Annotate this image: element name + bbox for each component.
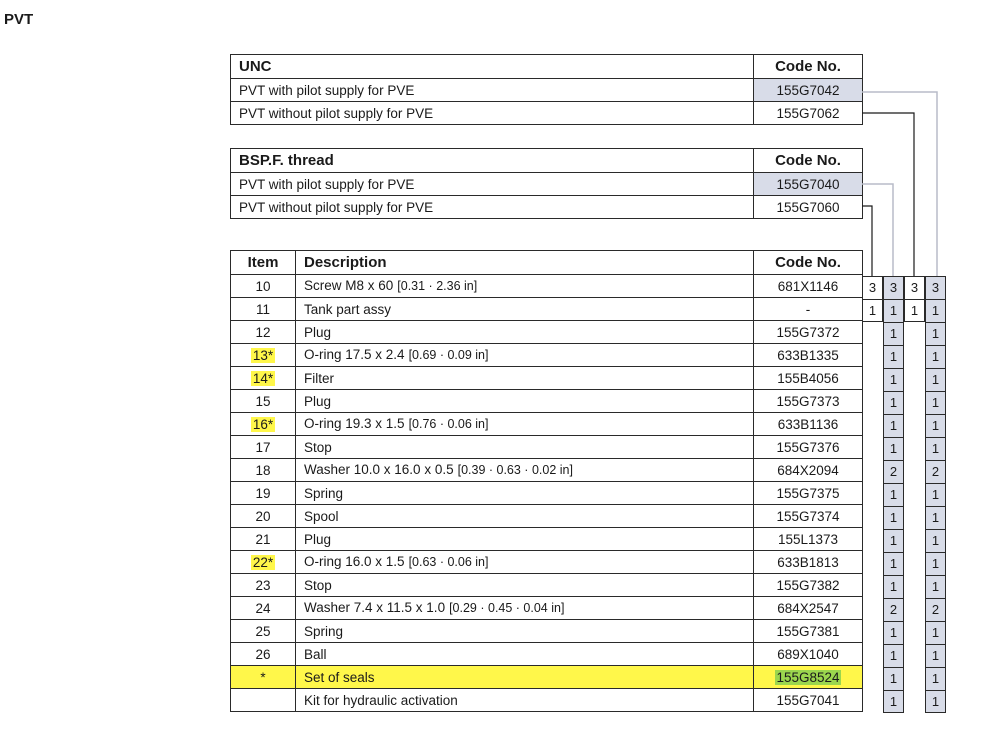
quantity-cell: 1 <box>883 322 904 345</box>
item-number: 23 <box>231 574 296 597</box>
quantity-cell: 3 <box>904 276 925 299</box>
item-code: 684X2094 <box>754 459 863 482</box>
item-description <box>296 597 754 620</box>
item-number: 11 <box>231 298 296 321</box>
item-number: 12 <box>231 321 296 344</box>
item-code: 684X2547 <box>754 597 863 620</box>
quantity-cell: 1 <box>883 552 904 575</box>
item-description <box>296 459 754 482</box>
parts-table <box>230 250 863 712</box>
quantity-cell: 3 <box>862 276 883 299</box>
item-number <box>231 413 296 436</box>
parts-header-row <box>231 251 863 275</box>
item-description <box>296 298 754 321</box>
description-text: Plug <box>304 393 332 409</box>
description-text: Ball <box>304 646 327 662</box>
item-description <box>296 482 754 505</box>
quantity-cell: 1 <box>883 506 904 529</box>
parts-row <box>231 551 863 574</box>
item-description <box>296 367 754 390</box>
item-code: 155G7381 <box>754 620 863 643</box>
description-text: Screw M8 x 60 <box>304 278 394 293</box>
description-text: Plug <box>304 531 332 547</box>
bsp-header-row <box>231 149 863 173</box>
parts-row <box>231 321 863 344</box>
item-number: 17 <box>231 436 296 459</box>
bsp-row-code: 155G7040 <box>754 173 863 196</box>
unc-row-desc: PVT with pilot supply for PVE <box>231 79 754 102</box>
description-text: O-ring 19.3 x 1.5 <box>304 416 405 431</box>
quantity-cell: 1 <box>925 299 946 322</box>
item-number: 10 <box>231 275 296 298</box>
leader-unc-without-pilot <box>862 113 914 276</box>
item-description <box>296 643 754 666</box>
item-number: 19 <box>231 482 296 505</box>
quantity-cell: 1 <box>883 667 904 690</box>
item-description <box>296 390 754 413</box>
description-text: O-ring 17.5 x 2.4 <box>304 347 405 362</box>
item-code: 681X1146 <box>754 275 863 298</box>
unc-header-row <box>231 55 863 79</box>
unc-row-code: 155G7062 <box>754 102 863 125</box>
code-highlight: 155G8524 <box>776 669 840 685</box>
parts-row <box>231 482 863 505</box>
item-description <box>296 551 754 574</box>
item-description <box>296 321 754 344</box>
description-text: O-ring 16.0 x 1.5 <box>304 554 405 569</box>
quantity-column <box>862 276 883 322</box>
item-header: Item <box>231 251 296 275</box>
quantity-cell: 1 <box>883 575 904 598</box>
description-text: Stop <box>304 439 332 455</box>
quantity-cell: 1 <box>925 690 946 713</box>
item-description <box>296 689 754 712</box>
quantity-cell: 1 <box>925 552 946 575</box>
quantity-cell: 1 <box>862 299 883 322</box>
unc-table <box>230 54 863 125</box>
item-code: 155B4056 <box>754 367 863 390</box>
parts-row <box>231 505 863 528</box>
item-code: 155G7041 <box>754 689 863 712</box>
item-code: 155L1373 <box>754 528 863 551</box>
quantity-cell: 1 <box>925 322 946 345</box>
quantity-cell: 1 <box>925 575 946 598</box>
item-description <box>296 436 754 459</box>
description-text: Spring <box>304 623 344 639</box>
item-description <box>296 505 754 528</box>
parts-row <box>231 597 863 620</box>
dimension-text: [0.76 · 0.06 in] <box>408 417 489 431</box>
item-description <box>296 528 754 551</box>
unc-row-desc: PVT without pilot supply for PVE <box>231 102 754 125</box>
parts-body <box>231 275 863 712</box>
unc-row-code: 155G7042 <box>754 79 863 102</box>
quantity-cell: 1 <box>883 414 904 437</box>
item-code: 633B1813 <box>754 551 863 574</box>
description-text: Plug <box>304 324 332 340</box>
item-number <box>231 551 296 574</box>
item-code: 155G7382 <box>754 574 863 597</box>
parts-row <box>231 298 863 321</box>
description-text: Spool <box>304 508 339 524</box>
parts-row <box>231 413 863 436</box>
quantity-cell: 2 <box>925 598 946 621</box>
quantity-cell: 1 <box>883 437 904 460</box>
quantity-cell: 1 <box>925 345 946 368</box>
item-code: 155G7375 <box>754 482 863 505</box>
item-description <box>296 344 754 367</box>
item-number: 25 <box>231 620 296 643</box>
item-number-highlight: 22* <box>252 554 274 570</box>
item-code: 155G7373 <box>754 390 863 413</box>
item-code: - <box>754 298 863 321</box>
item-number: * <box>231 666 296 689</box>
bsp-row <box>231 196 863 219</box>
item-code: 155G7372 <box>754 321 863 344</box>
quantity-column <box>904 276 925 322</box>
item-code: 633B1136 <box>754 413 863 436</box>
item-number <box>231 344 296 367</box>
parts-row <box>231 344 863 367</box>
quantity-cell: 1 <box>925 506 946 529</box>
dimension-text: [0.69 · 0.09 in] <box>408 348 489 362</box>
parts-row <box>231 620 863 643</box>
leader-unc-with-pilot <box>862 92 937 276</box>
item-description <box>296 413 754 436</box>
quantity-cell: 1 <box>883 483 904 506</box>
quantity-cell: 1 <box>883 690 904 713</box>
code-header: Code No. <box>754 251 863 275</box>
quantity-cell: 1 <box>925 414 946 437</box>
unc-row <box>231 102 863 125</box>
bsp-row <box>231 173 863 196</box>
parts-row <box>231 666 863 689</box>
quantity-cell: 1 <box>883 621 904 644</box>
bsp-row-desc: PVT with pilot supply for PVE <box>231 173 754 196</box>
item-code: 633B1335 <box>754 344 863 367</box>
quantity-cell: 2 <box>883 460 904 483</box>
quantity-cell: 1 <box>925 621 946 644</box>
item-code: 155G7376 <box>754 436 863 459</box>
parts-row <box>231 689 863 712</box>
parts-row <box>231 275 863 298</box>
description-text: Washer 7.4 x 11.5 x 1.0 <box>304 600 446 615</box>
description-text: Spring <box>304 485 344 501</box>
item-code: 155G7374 <box>754 505 863 528</box>
quantity-cell: 3 <box>883 276 904 299</box>
quantity-column <box>883 276 904 713</box>
description-text: Tank part assy <box>304 301 392 317</box>
item-number: 26 <box>231 643 296 666</box>
bsp-row-code: 155G7060 <box>754 196 863 219</box>
item-description <box>296 275 754 298</box>
item-number-highlight: 16* <box>252 416 274 432</box>
item-code: 689X1040 <box>754 643 863 666</box>
quantity-cell: 1 <box>904 299 925 322</box>
quantity-cell: 1 <box>925 437 946 460</box>
description-text: Kit for hydraulic activation <box>304 692 458 708</box>
unc-header: UNC <box>231 55 754 79</box>
quantity-cell: 1 <box>883 345 904 368</box>
parts-row <box>231 528 863 551</box>
bsp-code-header: Code No. <box>754 149 863 173</box>
quantity-cell: 1 <box>925 483 946 506</box>
quantity-cell: 2 <box>883 598 904 621</box>
unc-code-header: Code No. <box>754 55 863 79</box>
page-title: PVT <box>4 11 34 28</box>
parts-row <box>231 459 863 482</box>
quantity-column <box>925 276 946 713</box>
item-number <box>231 367 296 390</box>
parts-row <box>231 367 863 390</box>
parts-row <box>231 643 863 666</box>
dimension-text: [0.31 · 2.36 in] <box>397 279 478 293</box>
description-text: Stop <box>304 577 332 593</box>
parts-row <box>231 436 863 459</box>
item-number: 21 <box>231 528 296 551</box>
parts-row <box>231 574 863 597</box>
bsp-table <box>230 148 863 219</box>
item-description <box>296 620 754 643</box>
item-number: 18 <box>231 459 296 482</box>
item-number: 15 <box>231 390 296 413</box>
description-text: Filter <box>304 370 334 386</box>
quantity-cell: 1 <box>883 529 904 552</box>
item-code <box>754 666 863 689</box>
quantity-cell: 2 <box>925 460 946 483</box>
item-number: 24 <box>231 597 296 620</box>
dimension-text: [0.39 · 0.63 · 0.02 in] <box>457 463 573 477</box>
quantity-cell: 1 <box>883 644 904 667</box>
item-number-highlight: 13* <box>252 347 274 363</box>
dimension-text: [0.29 · 0.45 · 0.04 in] <box>449 601 565 615</box>
quantity-cell: 1 <box>883 391 904 414</box>
item-number: 20 <box>231 505 296 528</box>
dimension-text: [0.63 · 0.06 in] <box>408 555 489 569</box>
unc-row <box>231 79 863 102</box>
quantity-cell: 1 <box>925 644 946 667</box>
leader-bsp-with-pilot <box>862 184 893 276</box>
description-text: Set of seals <box>304 669 375 685</box>
item-number-highlight: 14* <box>252 370 274 386</box>
bsp-row-desc: PVT without pilot supply for PVE <box>231 196 754 219</box>
description-text: Washer 10.0 x 16.0 x 0.5 <box>304 462 454 477</box>
leader-bsp-without-pilot <box>862 206 872 276</box>
item-description <box>296 666 754 689</box>
description-header: Description <box>296 251 754 275</box>
quantity-cell: 1 <box>925 391 946 414</box>
quantity-cell: 3 <box>925 276 946 299</box>
item-description <box>296 574 754 597</box>
item-number <box>231 689 296 712</box>
quantity-cell: 1 <box>925 667 946 690</box>
bsp-header: BSP.F. thread <box>231 149 754 173</box>
parts-row <box>231 390 863 413</box>
quantity-cell: 1 <box>883 299 904 322</box>
quantity-cell: 1 <box>883 368 904 391</box>
quantity-cell: 1 <box>925 529 946 552</box>
quantity-cell: 1 <box>925 368 946 391</box>
